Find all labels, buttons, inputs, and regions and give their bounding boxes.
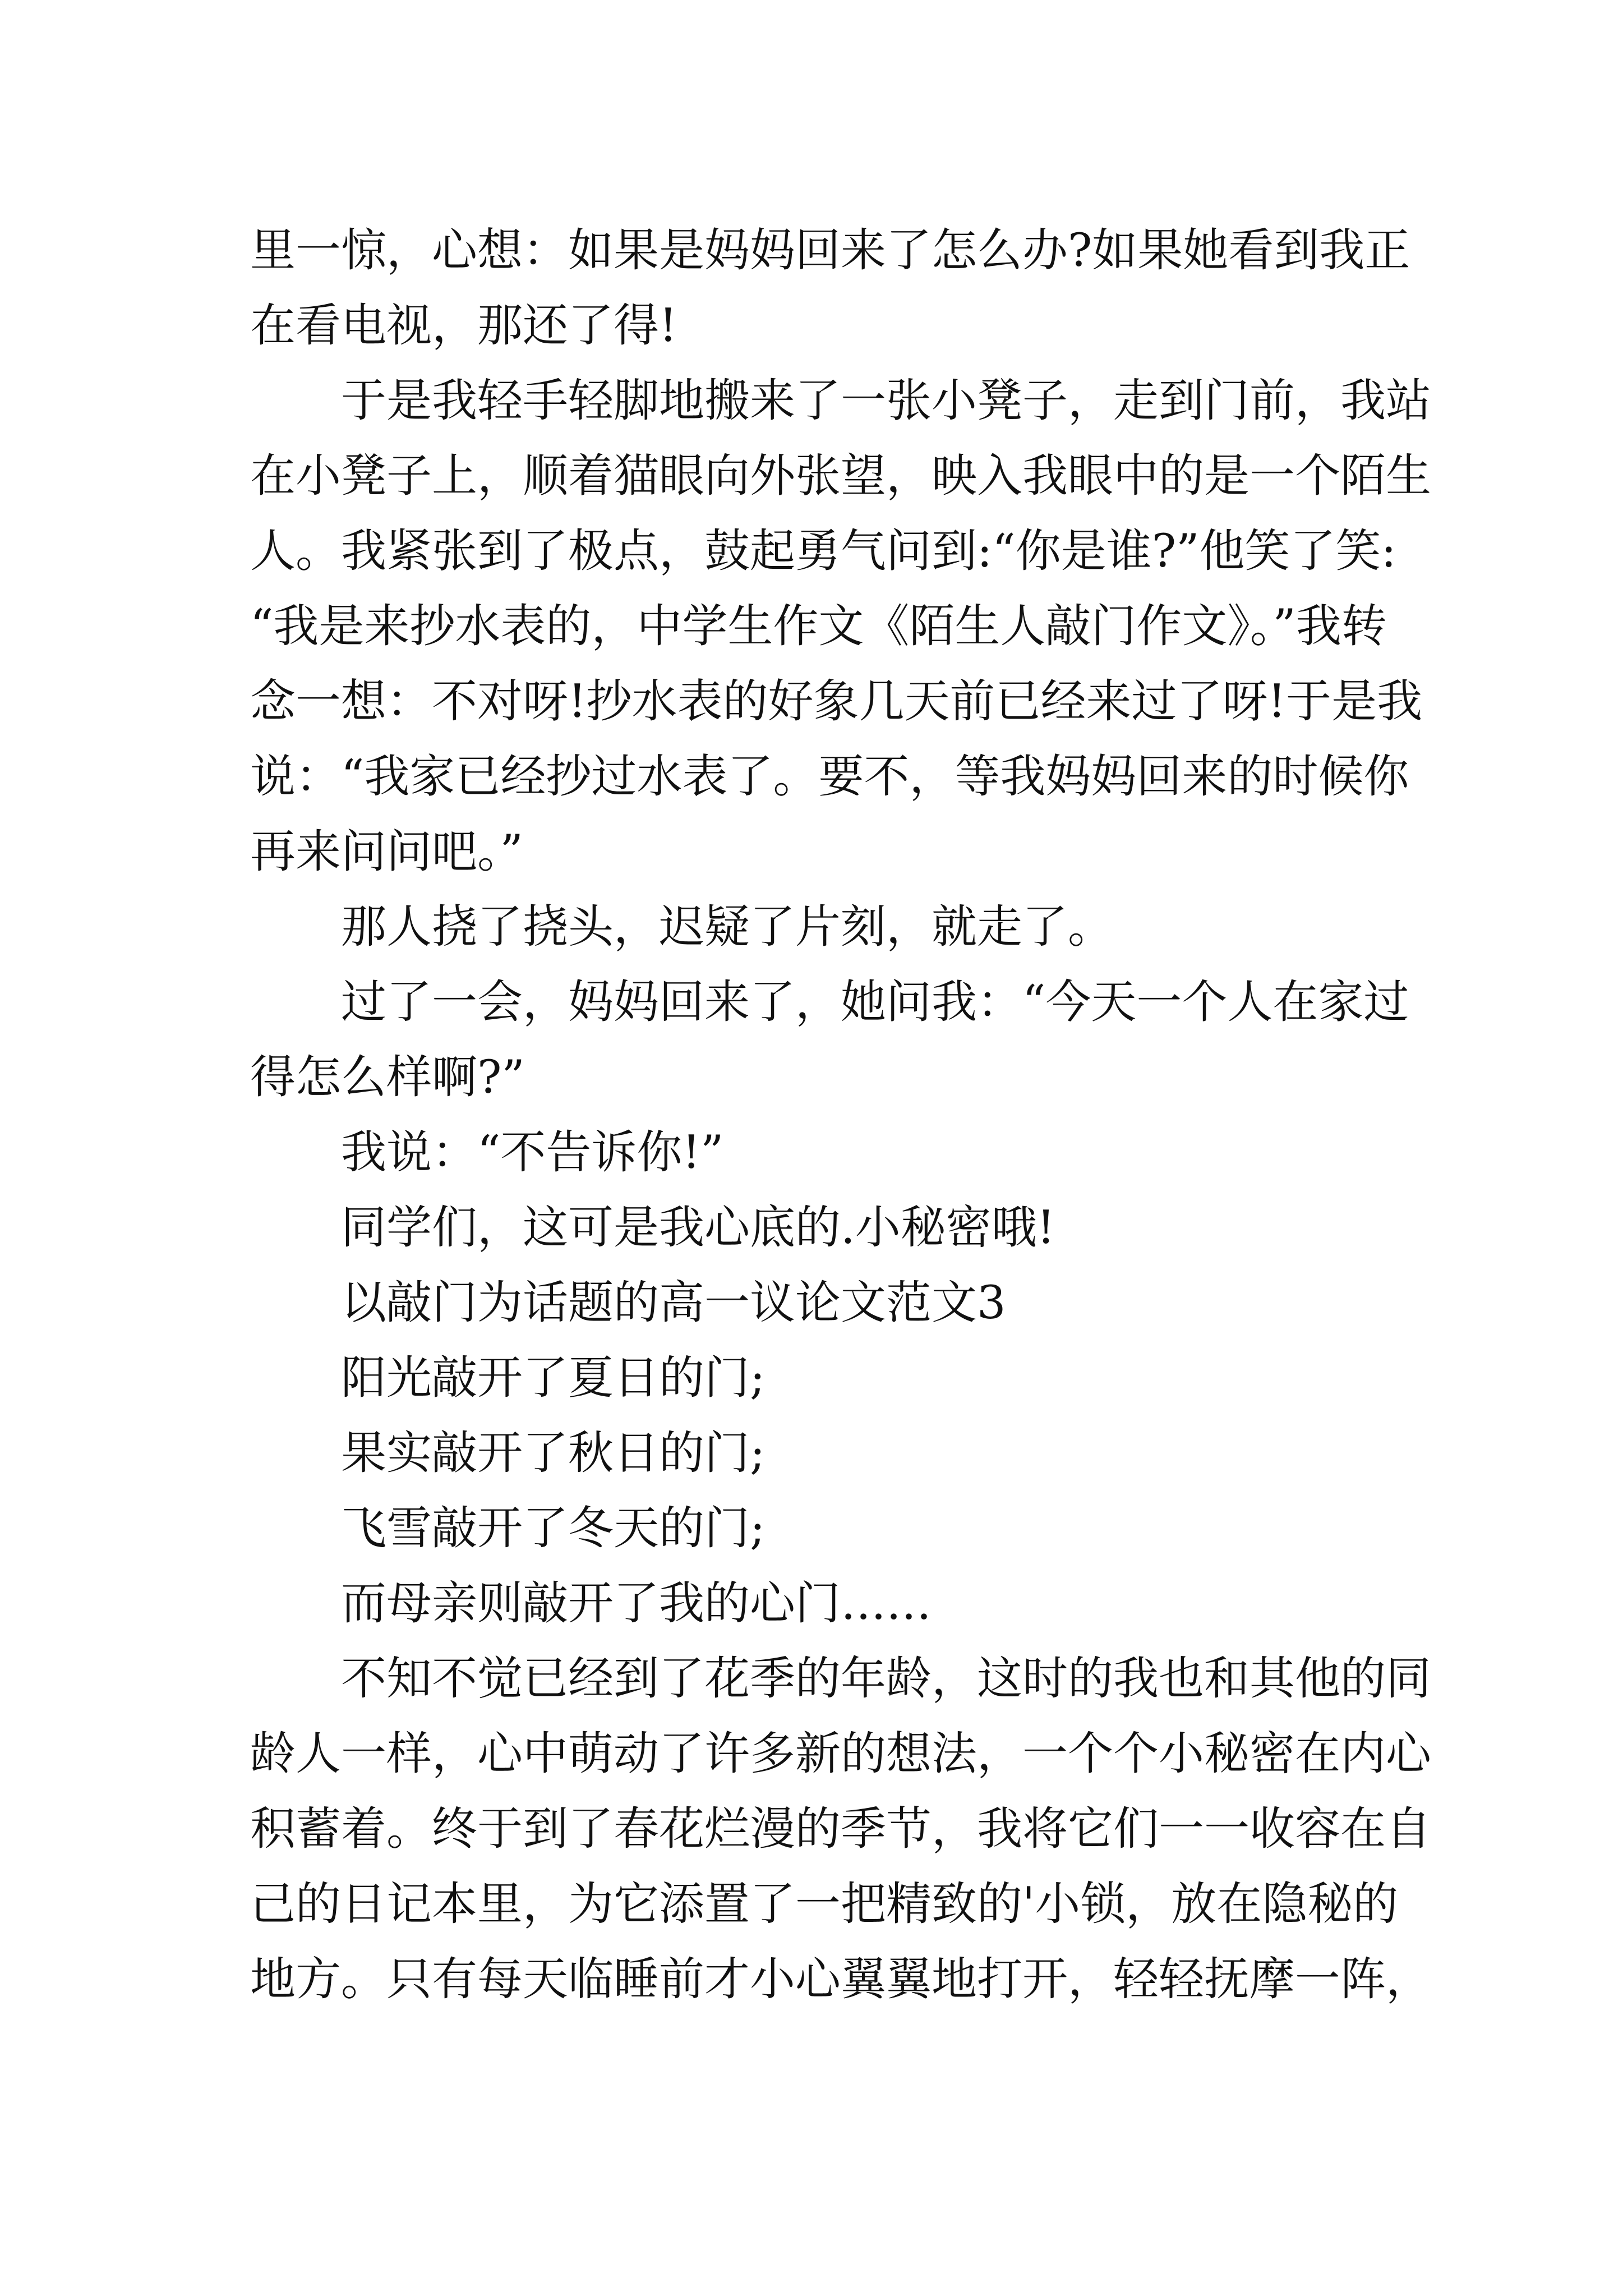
text-line: 那人挠了挠头，迟疑了片刻，就走了。 <box>341 901 1114 954</box>
text-line: 己的日记本里，为它添置了一把精致的'小锁，放在隐秘的 <box>250 1878 1399 1931</box>
section-heading: 以敲门为话题的高一议论文范文3 <box>341 1277 1006 1329</box>
text-line: 同学们，这可是我心底的.小秘密哦! <box>341 1202 1055 1254</box>
text-line: 在小凳子上，顺着猫眼向外张望，映入我眼中的是一个陌生 <box>250 450 1432 503</box>
text-line: 里一惊，心想：如果是妈妈回来了怎么办?如果她看到我正 <box>250 224 1410 277</box>
text-line: 而母亲则敲开了我的心门…… <box>341 1577 932 1630</box>
text-line: 在看电视，那还了得! <box>250 300 677 352</box>
text-line: 龄人一样，心中萌动了许多新的想法，一个个小秘密在内心 <box>250 1728 1432 1780</box>
text-line: 人。我紧张到了极点，鼓起勇气问到:“你是谁?”他笑了笑: <box>250 525 1396 578</box>
text-line: 我说：“不告诉你!” <box>341 1126 724 1179</box>
text-line: 地方。只有每天临睡前才小心翼翼地打开，轻轻抚摩一阵， <box>250 1953 1432 2006</box>
text-line: “我是来抄水表的，中学生作文《陌生人敲门作文》。”我转 <box>250 600 1387 653</box>
text-line: 积蓄着。终于到了春花烂漫的季节，我将它们一一收容在自 <box>250 1803 1432 1856</box>
body-text <box>250 213 1432 2017</box>
text-line: 于是我轻手轻脚地搬来了一张小凳子，走到门前，我站 <box>341 375 1432 427</box>
text-line: 说：“我家已经抄过水表了。要不，等我妈妈回来的时候你 <box>250 751 1409 803</box>
text-line: 再来问问吧。” <box>250 826 523 878</box>
text-line: 过了一会，妈妈回来了，她问我：“今天一个人在家过 <box>341 976 1409 1029</box>
text-line: 阳光敲开了夏日的门; <box>341 1352 766 1405</box>
text-line: 果实敲开了秋日的门; <box>341 1427 766 1480</box>
text-line: 得怎么样啊?” <box>250 1051 525 1104</box>
text-line: 不知不觉已经到了花季的年龄，这时的我也和其他的同 <box>341 1653 1432 1705</box>
text-line: 飞雪敲开了冬天的门; <box>341 1502 766 1555</box>
text-line: 念一想：不对呀!抄水表的好象几天前已经来过了呀!于是我 <box>250 675 1423 728</box>
